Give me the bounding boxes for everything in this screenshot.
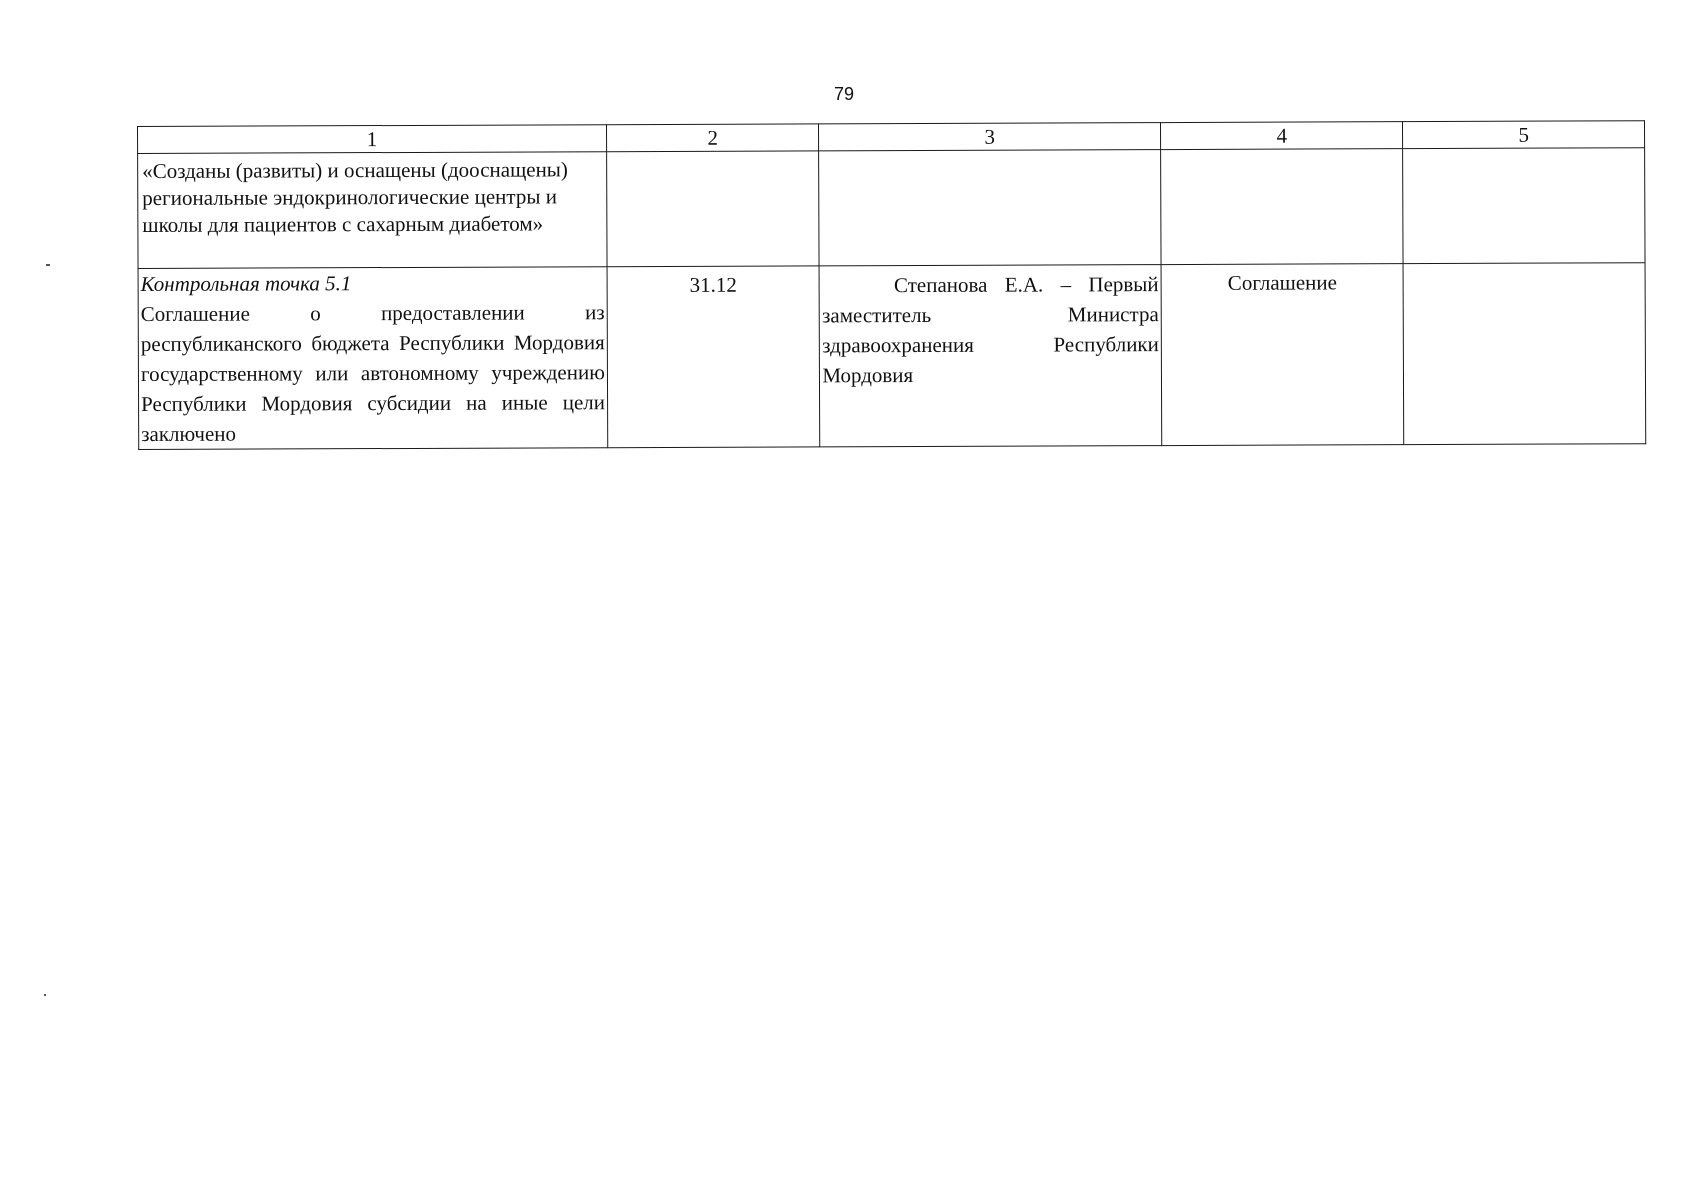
header-cell-1: 1 (138, 125, 607, 154)
project-result-cell: «Созданы (развиты) и оснащены (дооснащены) региональные эндокринологические центры и школы для пациентов с сахарным диабетом» (138, 152, 607, 269)
checkpoint-cell (138, 267, 608, 450)
scan-speck (46, 264, 50, 266)
table-row-checkpoint (138, 263, 1646, 450)
checkpoint-title: Контрольная точка 5.1 (140, 271, 352, 296)
project-responsible-cell (819, 150, 1161, 266)
project-document-cell (1161, 149, 1404, 265)
checkpoint-responsible-cell (819, 265, 1161, 447)
header-cell-2: 2 (606, 124, 819, 152)
checkpoint-responsible: Степанова Е.А. – Первый заместитель Министра здравоохранения Республики Мордовия (822, 272, 1159, 388)
page-number: 79 (833, 84, 855, 104)
project-level-cell (1403, 148, 1645, 264)
checkpoint-description: Соглашение о предоставлении из республиканского бюджета Республики Мордовия государственному или автономному учреждению Республики Мордовия субсидии на иные цели заключено (140, 300, 606, 446)
header-cell-3: 3 (819, 123, 1161, 151)
header-cell-4: 4 (1161, 122, 1404, 150)
header-cell-5: 5 (1403, 121, 1645, 149)
table-row-project (138, 148, 1645, 269)
checkpoint-document-cell: Соглашение (1161, 264, 1404, 446)
plan-table (137, 120, 1646, 450)
checkpoint-level-cell (1404, 263, 1646, 445)
project-date-cell (607, 151, 820, 267)
checkpoint-date-cell: 31.12 (607, 266, 820, 448)
scan-speck (44, 994, 46, 996)
